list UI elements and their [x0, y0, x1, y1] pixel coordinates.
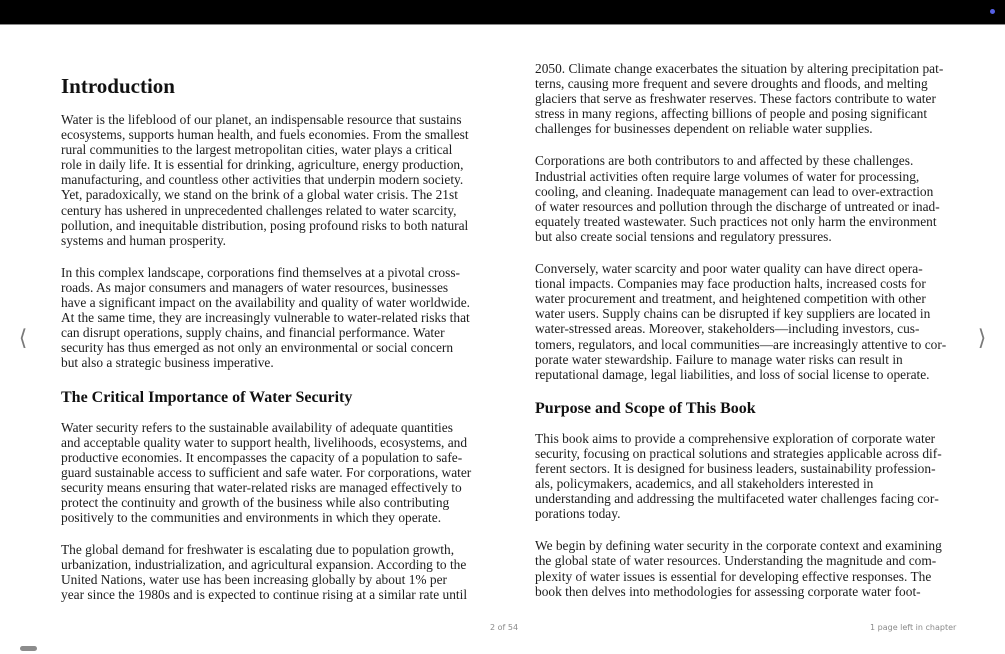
- paragraph: In this complex landscape, corporations find themselves at a pivotal crossroads. As major consumers and managers of water resources, businesses have a significant impact on the availability and quality of water worldwide. At the same time, they are increasingly vulnerable to water-related risks that can disrupt operations, supply chains, and financial performance. Water security has thus emerged as not only an environmental or social concern but also a strategic business imperative.: [61, 264, 471, 371]
- top-bar: [0, 0, 1005, 25]
- chapter-remaining-label: 1 page left in chapter: [870, 623, 957, 632]
- paragraph: This book aims to provide a comprehensive exploration of corporate water security, focusing on practical solutions and strategies applicable across different sectors. It is designed for business leaders, sustainability professionals, policymakers, academics, and all stakeholders interested in understanding and addressing the multifaceted water challenges facing corporations today.: [535, 430, 942, 522]
- scroll-handle[interactable]: [20, 646, 37, 651]
- left-page: [61, 60, 473, 603]
- paragraph: The global demand for freshwater is escalating due to population growth, urbanization, industrialization, and agricultural expansion. According to the United Nations, water use has been increasing globally by about 1% per year since the 1980s and is expected to continue rising at a similar rate until: [61, 542, 468, 603]
- page-indicator: 2 of 54: [490, 623, 519, 632]
- paragraph: Water is the lifeblood of our planet, an indispensable resource that sustains ecosystems, supports human health, and fuels economies. From the smallest rural communities to the largest metropolitan cities, water plays a critical role in daily life. It is essential for drinking, agriculture, energy production, manufacturing, and countless other activities that underpin modern society. Yet, paradoxically, we stand on the brink of a global water crisis. The 21st century has ushered in unprecedented challenges related to water scarcity, pollution, and inequitable distribution, posing profound risks to both natural systems and human prosperity.: [61, 112, 469, 248]
- paragraph: We begin by defining water security in the corporate context and examining the global state of water resources. Understanding the magnitude and complexity of water issues is essential for developing effective responses. The book then delves into methodologies for assessing corporate water foot-: [535, 538, 942, 599]
- chevron-left-icon: ⟨: [18, 326, 28, 351]
- chevron-right-icon: ⟩: [977, 326, 987, 351]
- paragraph: 2050. Climate change exacerbates the situation by altering precipitation patterns, causing more frequent and severe droughts and floods, and melting glaciers that serve as freshwater reserves. These factors contribute to water stress in many regions, affecting billions of people and posing significant challenges for businesses dependent on reliable water supplies.: [535, 61, 944, 137]
- next-page-button[interactable]: [972, 324, 992, 354]
- section-heading: The Critical Importance of Water Security: [61, 388, 353, 406]
- previous-page-button[interactable]: [13, 324, 33, 354]
- section-heading: Purpose and Scope of This Book: [535, 399, 756, 417]
- paragraph: Corporations are both contributors to and affected by these challenges. Industrial activities often require large volumes of water for processing, cooling, and cleaning. Inadequate management can lead to over-extraction of water resources and pollution through the discharge of untreated or inadequately treated wastewater. Such practices not only harm the environment but also create social tensions and regulatory pressures.: [535, 153, 940, 244]
- chapter-heading: Introduction: [61, 74, 175, 98]
- paragraph: Conversely, water scarcity and poor water quality can have direct operational impacts. Companies may face production halts, increased costs for water procurement and treatment, and heightened competition with other water users. Supply chains can be disrupted if key suppliers are located in water-stressed areas. Moreover, stakeholders—including investors, customers, regulators, and local communities—are increasingly attentive to corporate water stewardship. Failure to manage water risks can result in reputational damage, legal liabilities, and loss of social license to operate.: [535, 261, 947, 382]
- status-indicator-dot: [990, 9, 995, 14]
- paragraph: Water security refers to the sustainable availability of adequate quantities and acceptable quality water to support health, livelihoods, ecosystems, and productive economies. It encompasses the capacity of a population to safeguard sustainable access to sufficient and safe water. For corporations, water security means ensuring that water-related risks are managed effectively to protect the continuity and growth of the business while also contributing positively to the communities and environments in which they operate.: [61, 419, 472, 526]
- right-page: [535, 61, 947, 599]
